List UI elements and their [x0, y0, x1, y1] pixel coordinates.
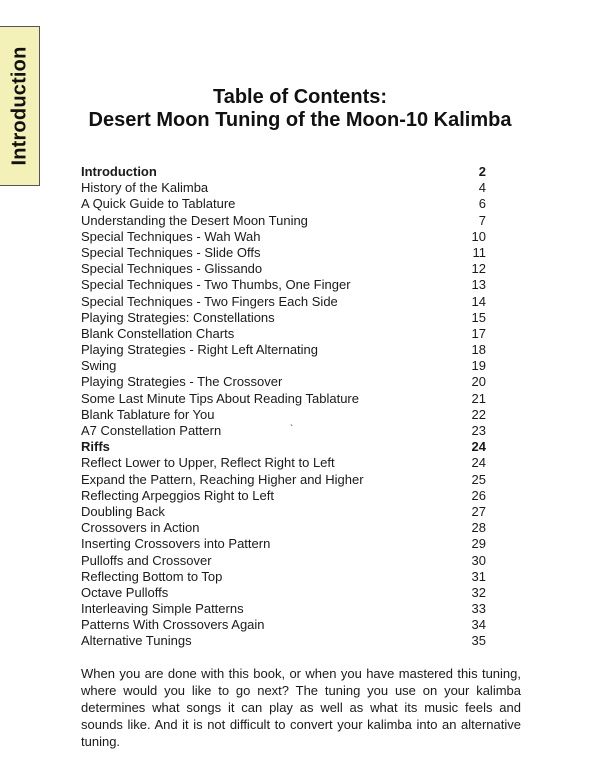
page-title-line-2: Desert Moon Tuning of the Moon-10 Kalimba: [88, 109, 512, 131]
toc-entry-page: 17: [471, 325, 486, 341]
toc-entry-page: 27: [471, 503, 486, 519]
toc-entry-title: Doubling Back: [81, 503, 165, 519]
toc-entry-page: 26: [471, 487, 486, 503]
toc-entry-title: Understanding the Desert Moon Tuning: [81, 212, 308, 228]
toc-entry: [81, 213, 486, 229]
toc-entry-title: Alternative Tunings: [81, 633, 192, 649]
toc-entry-page: 21: [471, 390, 486, 406]
page-title: [0, 86, 600, 132]
toc-entry: [81, 180, 486, 196]
toc-entry-page: 10: [471, 228, 486, 244]
toc-entry: [81, 374, 486, 390]
toc-entry-title: Special Techniques - Slide Offs: [81, 244, 261, 260]
toc-entry-page: 25: [471, 471, 486, 487]
toc-entry-title: Swing: [81, 358, 117, 374]
toc-entry: [81, 569, 486, 585]
toc-entry: [81, 553, 486, 569]
toc-section-heading: [81, 164, 486, 180]
toc-entry-page: 29: [471, 536, 486, 552]
toc-entry-page: 28: [471, 520, 486, 536]
toc-entry: [81, 261, 486, 277]
toc-entry-page: 14: [471, 293, 486, 309]
toc-entry-page: 19: [471, 358, 486, 374]
toc-entry: [81, 504, 486, 520]
toc-entry-title: Some Last Minute Tips About Reading Tablature: [81, 390, 359, 406]
toc-entry: [81, 423, 486, 439]
toc-entry: [81, 310, 486, 326]
toc-entry-page: 31: [471, 568, 486, 584]
toc-entry-page: 20: [471, 374, 486, 390]
toc-entry-title: History of the Kalimba: [81, 180, 209, 196]
toc-entry-page: 35: [471, 633, 486, 649]
toc-entry-title: Special Techniques - Two Thumbs, One Finger: [81, 277, 351, 293]
toc-entry: [81, 342, 486, 358]
stray-mark: `: [290, 424, 294, 435]
toc-entry: [81, 617, 486, 633]
toc-entry-page: 33: [471, 601, 486, 617]
table-of-contents: [81, 164, 486, 650]
toc-entry-page: 24: [471, 439, 486, 455]
toc-entry-title: Interleaving Simple Patterns: [81, 601, 244, 617]
toc-entry-title: Reflecting Arpeggios Right to Left: [81, 487, 274, 503]
toc-entry-page: 4: [478, 180, 486, 196]
toc-section-heading: [81, 439, 486, 455]
toc-entry-title: Pulloffs and Crossover: [81, 552, 212, 568]
toc-entry: [81, 536, 486, 552]
toc-entry-page: 13: [471, 277, 486, 293]
toc-entry-page: 22: [471, 406, 486, 422]
toc-entry-title: Playing Strategies: Constellations: [81, 309, 275, 325]
toc-entry: [81, 455, 486, 471]
toc-entry-title: Reflecting Bottom to Top: [81, 568, 223, 584]
toc-entry: [81, 488, 486, 504]
toc-entry-page: 12: [471, 261, 486, 277]
toc-entry-page: 18: [471, 342, 486, 358]
toc-entry-page: 2: [478, 164, 486, 179]
toc-entry: [81, 358, 486, 374]
toc-entry: [81, 326, 486, 342]
toc-entry-title: Crossovers in Action: [81, 520, 200, 536]
toc-entry: [81, 277, 486, 293]
toc-entry-title: A7 Constellation Pattern: [81, 423, 222, 438]
closing-paragraph: When you are done with this book, or when you have mastered this tuning, where would you like to go next? The tuning you use on your kalimba determines what songs it can play as well as what its music feels and sounds like. And it is not difficult to convert your kalimba into an alternative tuning.: [81, 666, 521, 749]
toc-entry-title: Special Techniques - Two Fingers Each Side: [81, 293, 338, 309]
toc-entry-title: Riffs: [81, 439, 110, 455]
toc-entry-title: Special Techniques - Glissando: [81, 261, 263, 277]
toc-entry: [81, 196, 486, 212]
toc-entry-page: 30: [471, 552, 486, 568]
toc-entry-page: 7: [478, 212, 486, 228]
toc-entry-title: Patterns With Crossovers Again: [81, 617, 265, 633]
toc-entry-title: Inserting Crossovers into Pattern: [81, 536, 271, 552]
toc-entry: [81, 520, 486, 536]
toc-entry: [81, 472, 486, 488]
toc-entry: [81, 229, 486, 245]
toc-entry: [81, 245, 486, 261]
toc-entry-title: Blank Tablature for You: [81, 406, 215, 422]
toc-entry: [81, 391, 486, 407]
toc-entry: [81, 585, 486, 601]
toc-entry-page: 34: [471, 617, 486, 633]
toc-entry: [81, 633, 486, 649]
toc-entry-page: 24: [471, 455, 486, 471]
toc-entry-page: 32: [471, 584, 486, 600]
toc-entry-title: Playing Strategies - Right Left Alternating: [81, 342, 319, 358]
toc-entry-title: Playing Strategies - The Crossover: [81, 374, 283, 390]
toc-entry-page: 11: [472, 244, 486, 260]
toc-entry: [81, 601, 486, 617]
toc-entry: [81, 407, 486, 423]
toc-entry-page: 23: [471, 423, 486, 438]
page-title-line-1: Table of Contents:: [212, 86, 388, 108]
chapter-side-tab-label: Introduction: [8, 46, 30, 166]
toc-entry-title: A Quick Guide to Tablature: [81, 196, 236, 212]
toc-entry-page: 6: [478, 196, 486, 212]
toc-entry-title: Introduction: [81, 164, 157, 179]
toc-entry: [81, 294, 486, 310]
toc-entry-title: Blank Constellation Charts: [81, 325, 235, 341]
toc-entry-title: Expand the Pattern, Reaching Higher and Higher: [81, 471, 364, 487]
toc-entry-title: Octave Pulloffs: [81, 584, 169, 600]
toc-entry-title: Reflect Lower to Upper, Reflect Right to Left: [81, 455, 335, 471]
toc-entry-page: 15: [471, 309, 486, 325]
toc-entry-title: Special Techniques - Wah Wah: [81, 228, 261, 244]
